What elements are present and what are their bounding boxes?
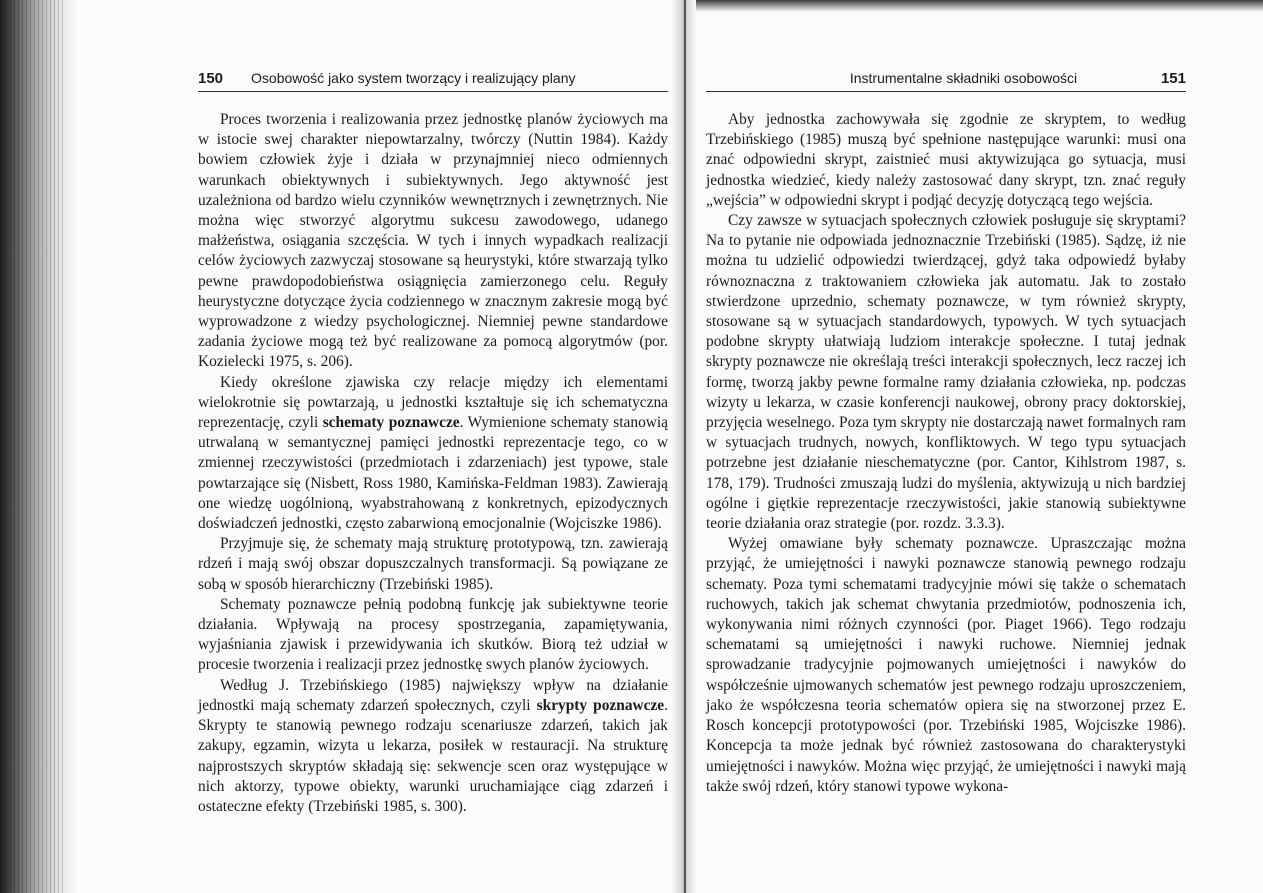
right-page-body (706, 110, 1186, 797)
paragraph: Schematy poznawcze pełnią podobną funkcję jak subiektywne teorie działania. Wpływają na procesy spostrzegania, zapamiętywania, wyjaśniania zjawisk i przewidywania ich skutków. Biorą też udział w procesie tworzenia i realizacji przez jednostkę swych planów życiowych. (198, 595, 668, 674)
right-page (706, 70, 1186, 797)
running-title: Instrumentalne składniki osobowości (849, 70, 1078, 86)
paragraph (198, 373, 668, 535)
left-page-header (198, 70, 668, 92)
paragraph: Przyjmuje się, że schematy mają strukturę prototypową, tzn. zawierają rdzeń i mają swój obszar dopuszczalnych transformacji. Są powiązane ze sobą w sposób hierarchiczny (Trzebiński 1985). (198, 535, 668, 593)
paragraph-text: Według J. Trzebińskiego (1985) największy wpływ na działanie jednostki mają schematy zdarzeń społecznych, czyli (198, 676, 668, 714)
paragraph: Proces tworzenia i realizowania przez jednostkę planów życiowych ma w istocie swej charakter niepowtarzalny, twórczy (Nuttin 1984). Każdy bowiem człowiek żyje i działa w przynajmniej nieco odmiennych warunkach obiektywnych i subiektywnych. Jego aktywność jest uzależniona od bardzo wielu czynników wewnętrznych i zewnętrznych. Nie można więc stworzyć algorytmu sukcesu zawodowego, udanego małżeństwa, osiągania szczęścia. W tych i innych wypadkach realizacji celów życiowych zazwyczaj stosowane są heurystyki, które stwarzają tylko pewne prawdopodobieństwa osiągnięcia zamierzonego celu. Reguły heurystyczne dotyczące życia codziennego w znacznym zakresie mogą być wyprowadzone z wiedzy psychologicznej. Niemniej pewne standardowe zadania życiowe mogą też być realizowane za pomocą algorytmów (por. Kozielecki 1975, s. 206). (198, 111, 668, 371)
page-edges-shadow (0, 0, 78, 893)
top-edge-shadow (696, 0, 1263, 12)
paragraph-text: Kiedy określone zjawiska czy relacje między ich elementami wielokrotnie się powtarzają, u jednostki kształtuje się ich schematyczna reprezentację, czyli (198, 373, 668, 432)
left-page (198, 70, 668, 817)
bold-term: schematy poznawcze (322, 414, 460, 432)
paragraph (198, 676, 668, 817)
right-page-header (706, 70, 1186, 92)
paragraph: Czy zawsze w sytuacjach społecznych człowiek posługuje się skryptami? Na to pytanie nie odpowiada jednoznacznie Trzebiński (1985). Sądzę, iż nie można tu udzielić odpowiedzi twierdzącej, gdyż taka odpowiedź byłaby równoznaczna z traktowaniem człowieka jak automatu. Jak to zostało stwierdzone uprzednio, schematy poznawcze, w tym również skrypty, stosowane są w sytuacjach standardowych, typowych. W tych sytuacjach podobne skrypty ułatwiają ludziom interakcje społeczne. I tutaj jednak skrypty poznawcze nie określają treści interakcji społecznych, lecz raczej ich formę, tworzą jakby pewne formalne ramy działania człowieka, np. podczas wizyty u lekarza, w czasie konferencji naukowej, obrony pracy doktorskiej, przyjęcia weselnego. Poza tym skrypty nie dostarczają nawet formalnych ram w sytuacjach trudnych, nowych, konfliktowych. W tego typu sytuacjach potrzebne jest działanie nieschematyczne (por. Cantor, Kihlstrom 1987, s. 178, 179). Trudności zmuszają ludzi do myślenia, aktywizują u nich bardziej ogólne i giętkie reprezentacje rzeczywistości, jakie stanowią subiektywne teorie działania oraz strategie (por. rozdz. 3.3.3). (706, 212, 1186, 533)
bold-term: skrypty poznawcze (536, 696, 665, 714)
paragraph-text: . Wymienione schematy stanowią utrwalaną w semantycznej pamięci jednostki reprezentacje tego, co w zmiennej rzeczywistości (przedmiotach i zdarzeniach) jest typowe, stale powtarzające się (Nisbett, Ross 1980, Kamińska-Feldman 1983). Zawierają one wiedzę uogólnioną, wyabstrahowaną z konkretnych, epizodycznych doświadczeń jednostki, często zabarwioną emocjonalnie (Wojciszke 1986). (198, 414, 668, 533)
paragraph: Wyżej omawiane były schematy poznawcze. Upraszczając można przyjąć, że umiejętności i nawyki poznawcze stanowią pewnego rodzaju schematy. Poza tymi schematami tradycyjnie mówi się także o schematach ruchowych, takich jak schemat chwytania przedmiotów, podnoszenia ich, wykonywania nimi różnych czynności (por. Piaget 1966). Tego rodzaju schematami są umiejętności i nawyki ruchowe. Niemniej jednak sprowadzanie tradycyjnie pojmowanych umiejętności i nawyków do współcześnie ujmowanych schematów jest pewnego rodzaju uproszczeniem, jako że współczesna teoria schematów opiera się na stworzonej przez E. Rosch koncepcji prototypowości (por. Trzebiński 1985, Wojciszke 1986). Koncepcja ta może jednak być również zastosowana do charakterystyki umiejętności i nawyków. Można więc przyjąć, że umiejętności i nawyki mają także swój rdzeń, który stanowi typowe wykona- (706, 535, 1186, 795)
paragraph: Aby jednostka zachowywała się zgodnie ze skryptem, to według Trzebińskiego (1985) muszą być spełnione następujące warunki: musi ona znać odpowiedni skrypt, zaistnieć musi aktywizująca go sytuacja, musi jednostka wiedzieć, kiedy należy zastosować dany skrypt, tzn. znać reguły „wejścia” w odpowiedni skrypt i podjąć decyzję dotyczącą tego wejścia. (706, 111, 1186, 209)
gutter-line (684, 0, 686, 893)
left-page-body (198, 110, 668, 817)
page-number: 150 (198, 70, 224, 87)
page-number: 151 (1160, 70, 1186, 87)
paragraph-text: . Skrypty te stanowią pewnego rodzaju scenariusze zdarzeń, takich jak zakupy, egzamin, wizyta u lekarza, posiłek w restauracji. Na strukturę najprostszych skryptów składają się: sekwencje scen oraz występujące w nich aktorzy, typowe obiekty, warunki uruchamiające ciąg zdarzeń i ostateczne efekty (Trzebiński 1985, s. 300). (198, 696, 668, 815)
running-title: Osobowość jako system tworzący i realizujący plany (251, 70, 576, 86)
